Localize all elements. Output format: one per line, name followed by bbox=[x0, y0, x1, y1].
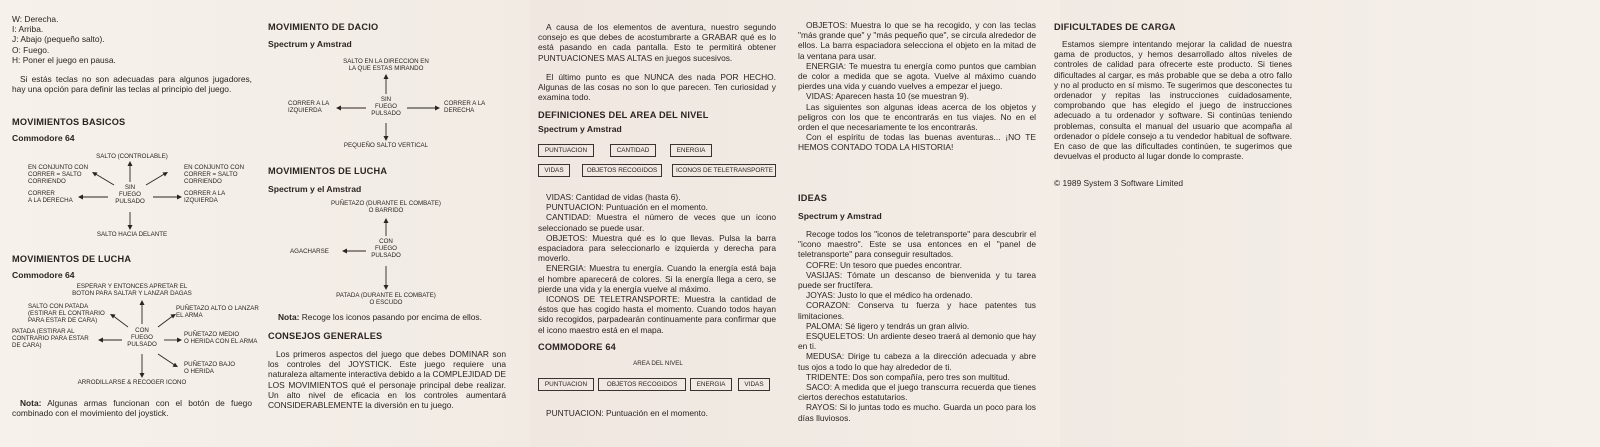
info-paragraph: OBJETOS: Muestra lo que se ha recogido, y con las teclas "más grande que" y "más pequeño que", se circula alrededor de ellos. La barra espaciadora selecciona el objeto en la mitad de la ventana para usar. bbox=[798, 20, 1036, 61]
c64-heading: COMMODORE 64 bbox=[538, 342, 616, 352]
fight-label-top: ESPERAR Y ENTONCES APRETAR EL BOTON PARA SALTAR Y LANZAR DAGAS bbox=[72, 283, 192, 298]
general-tips-heading: CONSEJOS GENERALES bbox=[268, 331, 383, 341]
idea-item: ESQUELETOS: Un ardiente deseo traerá al demonio que hay en ti. bbox=[798, 331, 1036, 352]
ideas-heading: IDEAS bbox=[798, 193, 828, 203]
info-paragraph: VIDAS: Aparecen hasta 10 (se muestran 9). bbox=[806, 91, 969, 102]
c64-score-definition: PUNTUACION: Puntuación en el momento. bbox=[546, 408, 708, 418]
diagram-label-top: SALTO (CONTROLABLE) bbox=[96, 153, 168, 160]
idea-item: PALOMA: Sé ligero y tendrás un gran alivio. bbox=[806, 320, 970, 331]
info-paragraph: Las siguientes son algunas ideas acerca de los objetos y peligros con los que te encontrarás en tus viajes. No en el orden el que necesariamente te los encontrarás. bbox=[798, 101, 1036, 133]
sfight-label-top: PUÑETAZO (DURANTE EL COMBATE) O BARRIDO bbox=[331, 200, 441, 215]
note-text: Recoge los iconos pasando por encima de ellos. bbox=[301, 312, 482, 322]
hud-box-teleport: ICONOS DE TELETRANSPORTE bbox=[672, 164, 776, 177]
idea-item: SACO: A medida que el juego transcurra recuerda que tienes ciertos derechos estatutarios. bbox=[798, 382, 1036, 403]
general-tips-text: Los primeros aspectos del juego que debes DOMINAR son los controles del JOYSTICK. Este juego requiere una naturaleza altamente interactiva debido a la COMPLEJIDAD DE LOS MOVIMIENTOS qué el personaje principal debe realizar. Un alto nivel de eficacia en los controles aumentará CONSIDERABLEMENTE la diversión en tu juego. bbox=[268, 349, 506, 411]
c64-box-objects: OBJETOS RECOGIDOS bbox=[598, 378, 686, 391]
sfight-label-bottom: PATADA (DURANTE EL COMBATE) O ESCUDO bbox=[336, 292, 436, 307]
c64-box-lives: VIDAS bbox=[738, 378, 770, 391]
level-area-label: AREA DEL NIVEL bbox=[633, 360, 683, 367]
info-paragraph: ENERGIA: Te muestra tu energía como puntos que cambian de color a medida que se agota. Vuelve al máximo cuando pierdes una vida y cuando vuelves a empezar el juego. bbox=[798, 60, 1036, 92]
diagram-label-right: CORRER A LA IZQUIERDA bbox=[184, 190, 226, 205]
definitions-list bbox=[538, 192, 776, 335]
loading-heading: DIFICULTADES DE CARGA bbox=[1054, 22, 1176, 32]
definition-item: ICONOS DE TELETRANSPORTE: Muestra la cantidad de éstos que has cogido hasta el momento. Cuando todos hayan sido recogidos, parpadearán continuamente para confirmar que el icono maestro está en el mapa. bbox=[538, 294, 776, 335]
intro-paragraph: El último punto es que NUNCA des nada POR HECHO. Algunas de las cosas no son lo que parecen. Ten curiosidad y examina todo. bbox=[538, 72, 776, 103]
key-item: I: Arriba. bbox=[12, 24, 44, 35]
idea-item: VASIJAS: Tómate un descanso de bienvenida y tu tarea puede ser fructífera. bbox=[798, 269, 1036, 291]
fight-label-right: PUÑETAZO MEDIO O HERIDA CON EL ARMA bbox=[184, 331, 258, 346]
level-area-subheading: Spectrum y Amstrad bbox=[538, 124, 622, 134]
key-item: J: Abajo (pequeño salto). bbox=[12, 34, 105, 45]
intro-paragraph: A causa de los elementos de aventura, nuestro segundo consejo es que debes de acostumbrarte a GRABAR qué es lo está pasando en cada pantalla. Esto te permitirá obtener PUNTUACIONES MAS ALTAS en juegos sucesivos. bbox=[538, 22, 776, 63]
diagram-label-upleft: EN CONJUNTO CON CORRER = SALTO CORRIENDO bbox=[28, 164, 89, 186]
loading-text: Estamos siempre intentando mejorar la calidad de nuestra gama de productos, y hemos desarrollado altos niveles de controles de calidad para ofrecerte este producto. Si tienes dificultades al cargar, es más probable que se deba a otro fallo y no al producto en sí mismo. Te sugerimos que desconectes tu ordenador y repitas las instrucciones cuidadosamente, comprobando que has elegido el juego de instrucciones adecuado a tu ordenador y software. Si continúas teniendo problemas, consulta el manual del usuario que acompaña al ordenador o pídele consejo a tu vendedor habitual de software. En caso de que las dificultades continúen, te sugerimos que devuelvas el producto al lugar donde lo compraste. bbox=[1054, 39, 1292, 162]
sfight-label-center: CON FUEGO PULSADO bbox=[371, 238, 401, 260]
fight-moves-subheading: Commodore 64 bbox=[12, 270, 75, 280]
diagram-label-upright: EN CONJUNTO CON CORRER = SALTO CORRIENDO bbox=[184, 164, 245, 186]
c64-box-energy: ENERGIA bbox=[690, 378, 732, 391]
dacio-moves-subheading: Spectrum y Amstrad bbox=[268, 39, 352, 49]
c64-box-score: PUNTUACION bbox=[538, 378, 594, 391]
fight-moves-arrows bbox=[12, 0, 272, 400]
hud-box-quantity: CANTIDAD bbox=[610, 144, 656, 157]
definition-item: CANTIDAD: Muestra el número de veces que un icono seleccionado se puede usar. bbox=[538, 212, 776, 233]
fight-label-bottom: ARRODILLARSE & RECOGER ICONO bbox=[77, 379, 187, 386]
hud-box-objects: OBJETOS RECOGIDOS bbox=[582, 164, 662, 177]
basic-moves-heading: MOVIMIENTOS BASICOS bbox=[12, 117, 126, 127]
copyright: © 1989 System 3 Software Limited bbox=[1054, 178, 1184, 188]
definition-item: PUNTUACION: Puntuación en el momento. bbox=[546, 202, 708, 213]
spectrum-fight-arrows bbox=[268, 0, 508, 310]
basic-moves-subheading: Commodore 64 bbox=[12, 133, 75, 143]
idea-item: COFRE: Un tesoro que puedes encontrar. bbox=[806, 259, 962, 270]
top-paragraphs bbox=[798, 20, 1036, 153]
dacio-label-bottom: PEQUEÑO SALTO VERTICAL bbox=[343, 142, 429, 149]
definition-item: ENERGIA: Muestra tu energía. Cuando la energía está baja el hombre aparecerá de colores. Si la energía llega a cero, se pierde una vida y la energía vuelve al máximo. bbox=[538, 263, 776, 294]
idea-item: JOYAS: Justo lo que el médico ha ordenado. bbox=[806, 290, 973, 301]
definition-item: OBJETOS: Muestra qué es lo que llevas. Pulsa la barra espaciadora para seleccionarlo e izquierda y derecha para moverlo. bbox=[538, 232, 776, 264]
dacio-label-left: CORRER A LA IZQUIERDA bbox=[288, 100, 330, 115]
dacio-label-right: CORRER A LA DERECHA bbox=[444, 100, 486, 115]
idea-item: RAYOS: Si lo juntas todo es mucho. Guarda un poco para los días lluviosos. bbox=[798, 402, 1036, 423]
fight-label-upright: PUÑETAZO ALTO O LANZAR EL ARMA bbox=[176, 305, 259, 320]
diagram-label-bottom: SALTO HACIA DELANTE bbox=[96, 231, 168, 238]
ideas-list bbox=[798, 229, 1036, 423]
hud-box-energy: ENERGIA bbox=[670, 144, 712, 157]
sfight-label-left: AGACHARSE bbox=[290, 248, 329, 255]
dacio-label-top: SALTO EN LA DIRECCION EN LA QUE ESTAS MIRANDO bbox=[343, 58, 429, 73]
spectrum-fight-heading: MOVIMIENTOS DE LUCHA bbox=[268, 166, 388, 176]
hud-box-score: PUNTUACION bbox=[538, 144, 594, 157]
fight-label-downright: PUÑETAZO BAJO O HERIDA bbox=[184, 361, 236, 376]
idea-item: TRIDENTE: Dos son compañía, pero tres son multitud. bbox=[806, 371, 1010, 382]
key-item: O: Fuego. bbox=[12, 44, 50, 55]
idea-item: MEDUSA: Dirige tu cabeza a la dirección adecuada y abre tus ojos a todo lo que hay alrededor de ti. bbox=[798, 351, 1036, 372]
dacio-label-center: SIN FUEGO PULSADO bbox=[371, 96, 401, 118]
spectrum-fight-subheading: Spectrum y el Amstrad bbox=[268, 184, 362, 194]
idea-item: Recoge todos los "iconos de teletransporte" para descubrir el "icono maestro". Este se usa entonces en el "panel de teletransporte" para conseguir resultados. bbox=[798, 229, 1036, 260]
definition-item: VIDAS: Cantidad de vidas (hasta 6). bbox=[546, 192, 681, 202]
note-label: Nota: bbox=[20, 398, 42, 408]
c64-note bbox=[12, 398, 252, 418]
keys-note: Si estás teclas no son adecuadas para algunos jugadores, hay una opción para definir las teclas al principio del juego. bbox=[12, 74, 252, 95]
fight-label-center: CON FUEGO PULSADO bbox=[127, 327, 157, 349]
idea-item: CORAZON: Conserva tu fuerza y hace patentes tus limitaciones. bbox=[798, 300, 1036, 321]
fight-moves-heading: MOVIMIENTOS DE LUCHA bbox=[12, 254, 132, 264]
note-text: Algunas armas funcionan con el botón de fuego combinado con el movimiento del joystick. bbox=[12, 398, 252, 419]
hud-box-lives: VIDAS bbox=[538, 164, 570, 177]
fight-label-upleft: SALTO CON PATADA (ESTIRAR EL CONTRARIO PARA ESTAR DE CARA) bbox=[28, 303, 105, 325]
info-paragraph: Con el espíritu de todas las buenas aventuras... ¡NO TE HEMOS CONTADO TODA LA HISTORIA! bbox=[798, 132, 1036, 153]
diagram-label-center: SIN FUEGO PULSADO bbox=[115, 184, 145, 206]
ideas-subheading: Spectrum y Amstrad bbox=[798, 211, 882, 221]
level-area-heading: DEFINICIONES DEL AREA DEL NIVEL bbox=[538, 110, 709, 120]
dacio-moves-heading: MOVIMIENTO DE DACIO bbox=[268, 22, 379, 32]
key-item: W: Derecha. bbox=[12, 14, 59, 24]
spectrum-note bbox=[278, 312, 518, 322]
fight-label-left: PATADA (ESTIRAR AL CONTRARIO PARA ESTAR DE CARA) bbox=[12, 328, 89, 350]
note-label: Nota: bbox=[278, 312, 300, 322]
diagram-label-left: CORRER A LA DERECHA bbox=[28, 190, 73, 205]
key-item: H: Poner el juego en pausa. bbox=[12, 54, 116, 65]
